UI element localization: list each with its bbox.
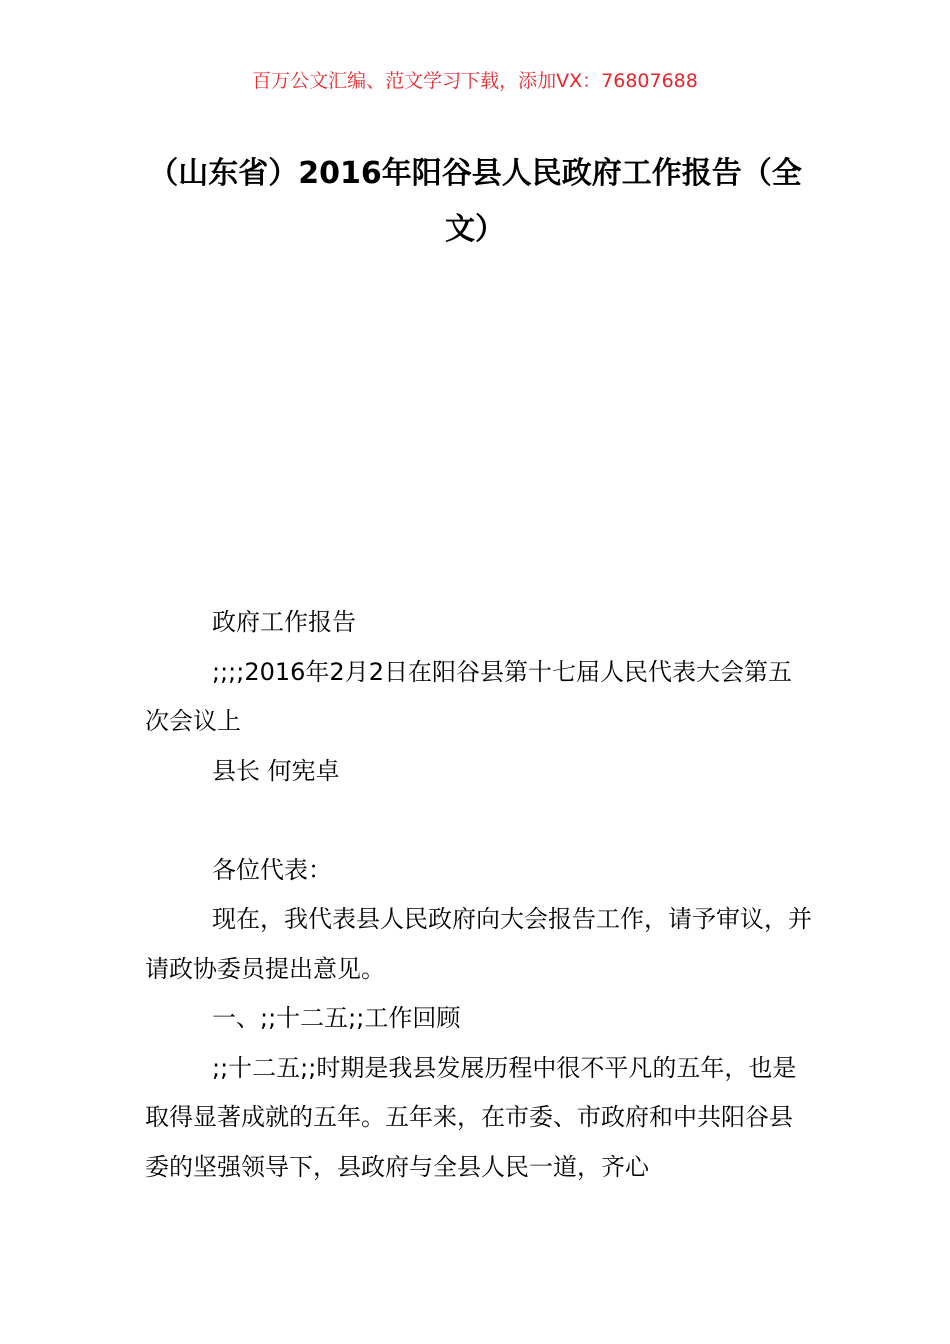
section-heading: 政府工作报告 — [212, 608, 356, 636]
header-watermark-note: 百万公文汇编、范文学习下载，添加VX：76807688 — [252, 70, 698, 92]
speaker-line: 县长 何宪卓 — [212, 756, 340, 785]
paragraph-intro: 现在，我代表县人民政府向大会报告工作，请予审议，并请政协委员提出意见。 — [145, 905, 812, 983]
paragraph-review: ;;十二五;;时期是我县发展历程中很不平凡的五年，也是取得显著成就的五年。五年来，在市委、市政府和中共阳谷县委的坚强领导下，县政府与全县人民一道，齐心 — [145, 1053, 797, 1181]
document-body — [145, 598, 815, 1192]
blank-line — [145, 796, 815, 846]
salutation: 各位代表： — [212, 855, 332, 884]
paragraph-section-one: 一、;;十二五;;工作回顾 — [212, 1004, 461, 1032]
document-title: （山东省）2016年阳谷县人民政府工作报告（全文） — [148, 156, 802, 247]
meeting-occasion: ;;;;2016年2月2日在阳谷县第十七届人民代表大会第五次会议上 — [145, 657, 792, 735]
